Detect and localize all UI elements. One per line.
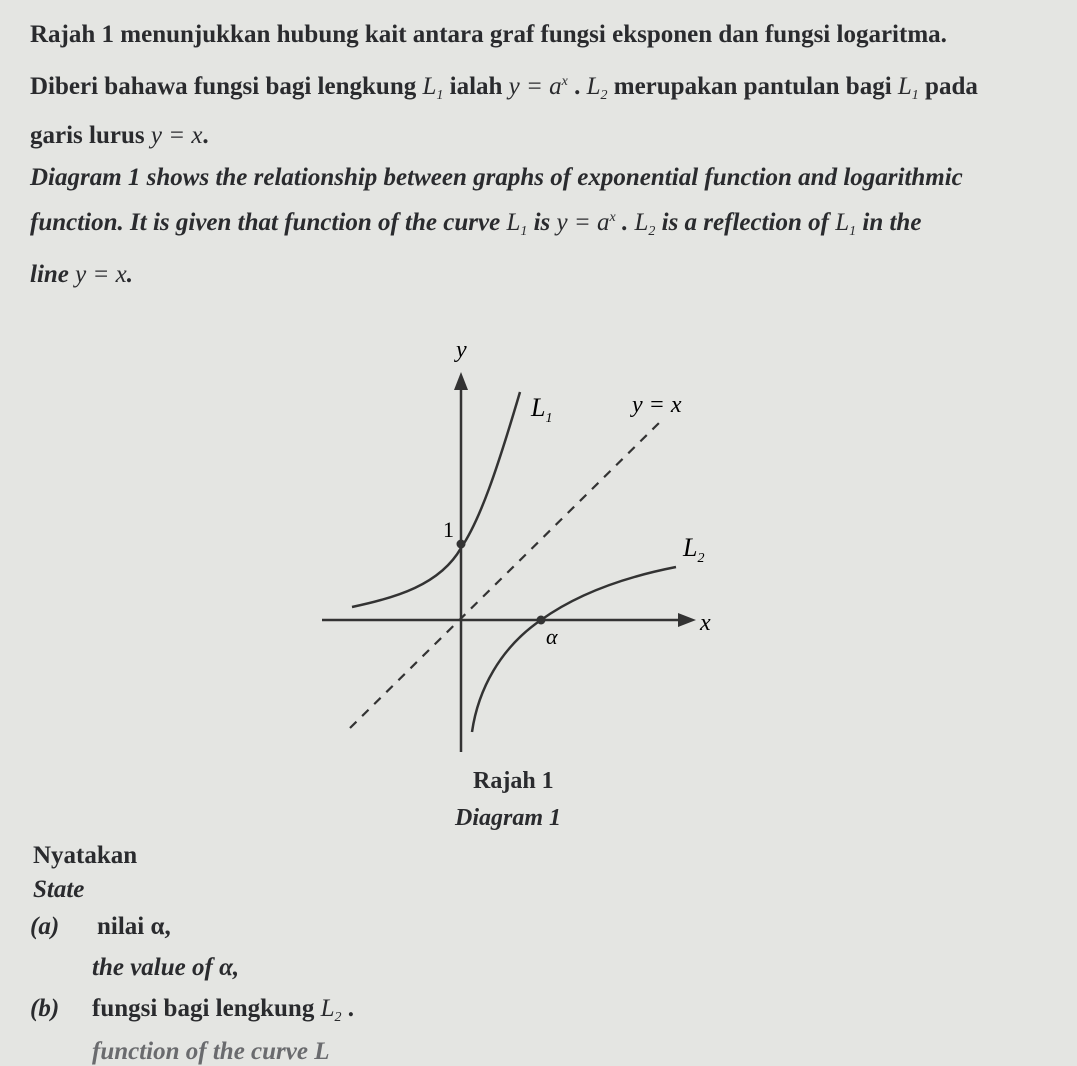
- line-label: y = x: [632, 392, 682, 418]
- state-en: State: [33, 876, 85, 903]
- curve1-label: $L_1$: [531, 393, 553, 426]
- intro-en-line2: function. It is given that function of the curve $L_1$ is $y = a^x$ . $L_2$ is a reflection of $L_1$ in the: [30, 209, 922, 239]
- y-axis-label: y: [456, 337, 467, 363]
- intercept-label: 1: [443, 517, 454, 542]
- state-ms: Nyatakan: [33, 842, 138, 869]
- curve-l2-ref: $L_2$: [634, 209, 656, 239]
- curve-l2: [472, 567, 676, 732]
- curve-l1: [352, 392, 520, 607]
- line-y-equals-x: [350, 420, 662, 728]
- line-eq-ref: y = x: [150, 122, 203, 149]
- curve-l1-ref: $L_1$: [835, 209, 857, 239]
- curve2-label: $L_2$: [683, 533, 705, 566]
- exp-function-ref: $y = a^x$: [556, 209, 616, 236]
- line-eq-ref: y = x: [75, 261, 127, 288]
- point-y-intercept: [457, 540, 466, 549]
- curve-l2-ref: $L_2$: [320, 995, 342, 1025]
- question-a-en: the value of α,: [92, 954, 240, 981]
- exp-function-ref: $y = a^x$: [508, 73, 568, 100]
- question-b-ms: fungsi bagi lengkung $L_2$ .: [92, 995, 354, 1025]
- intro-ms-line3: garis lurus y = x.: [30, 122, 209, 149]
- question-b-label: (b): [30, 995, 60, 1022]
- caption-ms: Rajah 1: [473, 768, 554, 794]
- curve-l1-ref: $L_1$: [897, 73, 919, 103]
- curve-l1-ref: $L_1$: [506, 209, 528, 239]
- intro-ms-line2: Diberi bahawa fungsi bagi lengkung $L_1$ ialah $y = a^x$ . $L_2$ merupakan pantulan bagi $L_1$ pada: [30, 73, 978, 103]
- intro-ms-line1: Rajah 1 menunjukkan hubung kait antara graf fungsi eksponen dan fungsi logaritma.: [30, 21, 947, 48]
- question-b-en-partial: function of the curve L: [92, 1038, 330, 1065]
- caption-en: Diagram 1: [455, 805, 562, 831]
- question-a-label: (a): [30, 913, 60, 940]
- intro-en-line1: Diagram 1 shows the relationship between graphs of exponential function and logarithmic: [30, 164, 963, 191]
- curve-l1-ref: $L_1$: [422, 73, 444, 103]
- x-axis-arrow: [678, 613, 696, 627]
- intro-en-line3: line y = x.: [30, 261, 133, 288]
- x-axis-label: x: [700, 610, 711, 636]
- y-axis-arrow: [454, 372, 468, 390]
- curve-l2-ref: $L_2$: [586, 73, 608, 103]
- point-root: [537, 616, 546, 625]
- root-label: α: [546, 624, 558, 649]
- question-a-ms: nilai α,: [97, 913, 171, 940]
